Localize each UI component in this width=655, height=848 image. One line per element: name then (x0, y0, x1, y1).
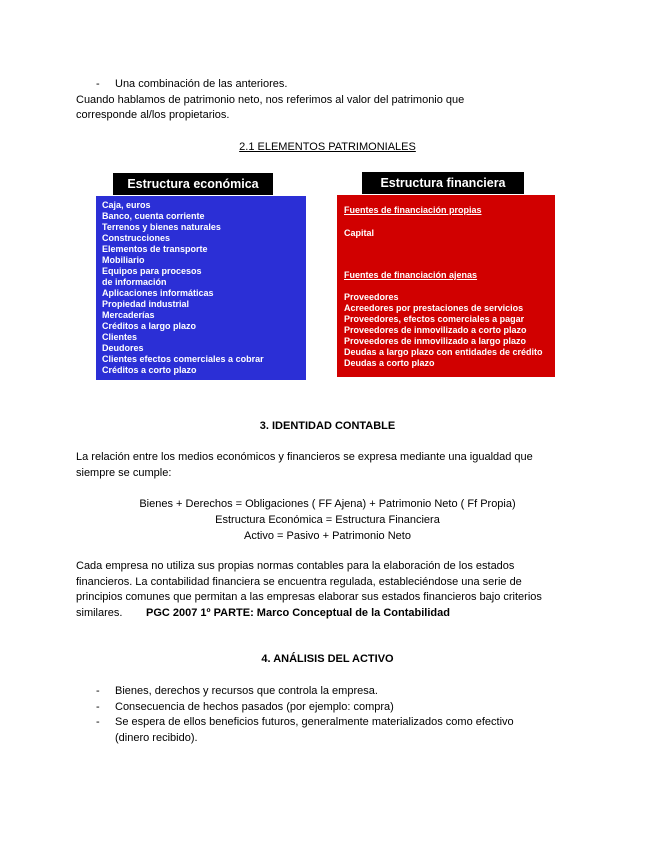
bullet-dash: - (96, 685, 100, 697)
intro-paragraph-line: corresponde al/los propietarios. (76, 109, 230, 121)
intro-paragraph-line: Cuando hablamos de patrimonio neto, nos referimos al valor del patrimonio que (76, 94, 465, 106)
asset-bullet: Consecuencia de hechos pasados (por ejemplo: compra) (115, 701, 394, 713)
asset-bullet: Bienes, derechos y recursos que controla la empresa. (115, 685, 378, 697)
financial-structure-header: Estructura financiera (362, 172, 524, 194)
equation-line: Activo = Pasivo + Patrimonio Neto (244, 530, 411, 542)
economic-item: de información (102, 277, 167, 287)
intro-bullet: Una combinación de las anteriores. (115, 78, 288, 90)
own-financing-title: Fuentes de financiación propias (344, 205, 482, 215)
economic-structure-header: Estructura económica (113, 173, 273, 195)
economic-structure-box (96, 196, 306, 380)
economic-item: Caja, euros (102, 200, 151, 210)
equation-line: Estructura Económica = Estructura Financiera (215, 514, 440, 526)
section-3-paragraph-line: principios comunes que permitan a las empresas elaborar sus estados financieros bajo criterios (76, 591, 542, 603)
economic-item: Elementos de transporte (102, 244, 208, 254)
section-3-paragraph-line: Cada empresa no utiliza sus propias normas contables para la elaboración de los estados (76, 560, 515, 572)
economic-item: Construcciones (102, 233, 171, 243)
external-financing-item: Proveedores de inmovilizado a largo plazo (344, 336, 527, 346)
equation-line: Bienes + Derechos = Obligaciones ( FF Ajena) + Patrimonio Neto ( Ff Propia) (139, 498, 516, 510)
bullet-dash: - (96, 701, 100, 713)
economic-item: Mobiliario (102, 255, 145, 265)
external-financing-title: Fuentes de financiación ajenas (344, 270, 478, 280)
own-financing-item: Capital (344, 228, 375, 238)
bullet-dash: - (96, 78, 100, 90)
economic-item: Aplicaciones informáticas (102, 288, 214, 298)
economic-item: Banco, cuenta corriente (102, 211, 205, 221)
bullet-dash: - (96, 716, 100, 728)
section-3-title: 3. IDENTIDAD CONTABLE (259, 420, 396, 432)
section-2-1-title: 2.1 ELEMENTOS PATRIMONIALES (239, 141, 416, 153)
external-financing-item: Deudas a corto plazo (344, 358, 435, 368)
external-financing-item: Acreedores por prestaciones de servicios (344, 303, 524, 313)
economic-item: Equipos para procesos (102, 266, 202, 276)
economic-item: Clientes efectos comerciales a cobrar (102, 354, 264, 364)
external-financing-item: Proveedores de inmovilizado a corto plazo (344, 325, 527, 335)
asset-bullet: Se espera de ellos beneficios futuros, generalmente materializados como efectivo (115, 716, 514, 728)
section-3-paragraph-line: similares. (76, 607, 123, 619)
section-4-title: 4. ANÁLISIS DEL ACTIVO (261, 653, 394, 665)
economic-item: Mercaderías (102, 310, 155, 320)
external-financing-item: Proveedores, efectos comerciales a pagar (344, 314, 525, 324)
economic-item: Clientes (102, 332, 138, 342)
section-3-paragraph-line: financieros. La contabilidad financiera se encuentra regulada, estableciéndose una serie de (76, 576, 522, 588)
economic-item: Propiedad industrial (102, 299, 190, 309)
economic-item: Créditos a largo plazo (102, 321, 197, 331)
financial-structure-box (337, 195, 555, 377)
external-financing-item: Proveedores (344, 292, 399, 302)
economic-item: Créditos a corto plazo (102, 365, 197, 375)
economic-item: Terrenos y bienes naturales (102, 222, 221, 232)
asset-bullet-continuation: (dinero recibido). (115, 732, 198, 744)
pgc-reference: PGC 2007 1º PARTE: Marco Conceptual de la Contabilidad (146, 607, 450, 619)
external-financing-item: Deudas a largo plazo con entidades de crédito (344, 347, 543, 357)
section-3-paragraph-line: La relación entre los medios económicos y financieros se expresa mediante una igualdad que (76, 451, 533, 463)
economic-item: Deudores (102, 343, 144, 353)
section-3-paragraph-line: siempre se cumple: (76, 467, 172, 479)
